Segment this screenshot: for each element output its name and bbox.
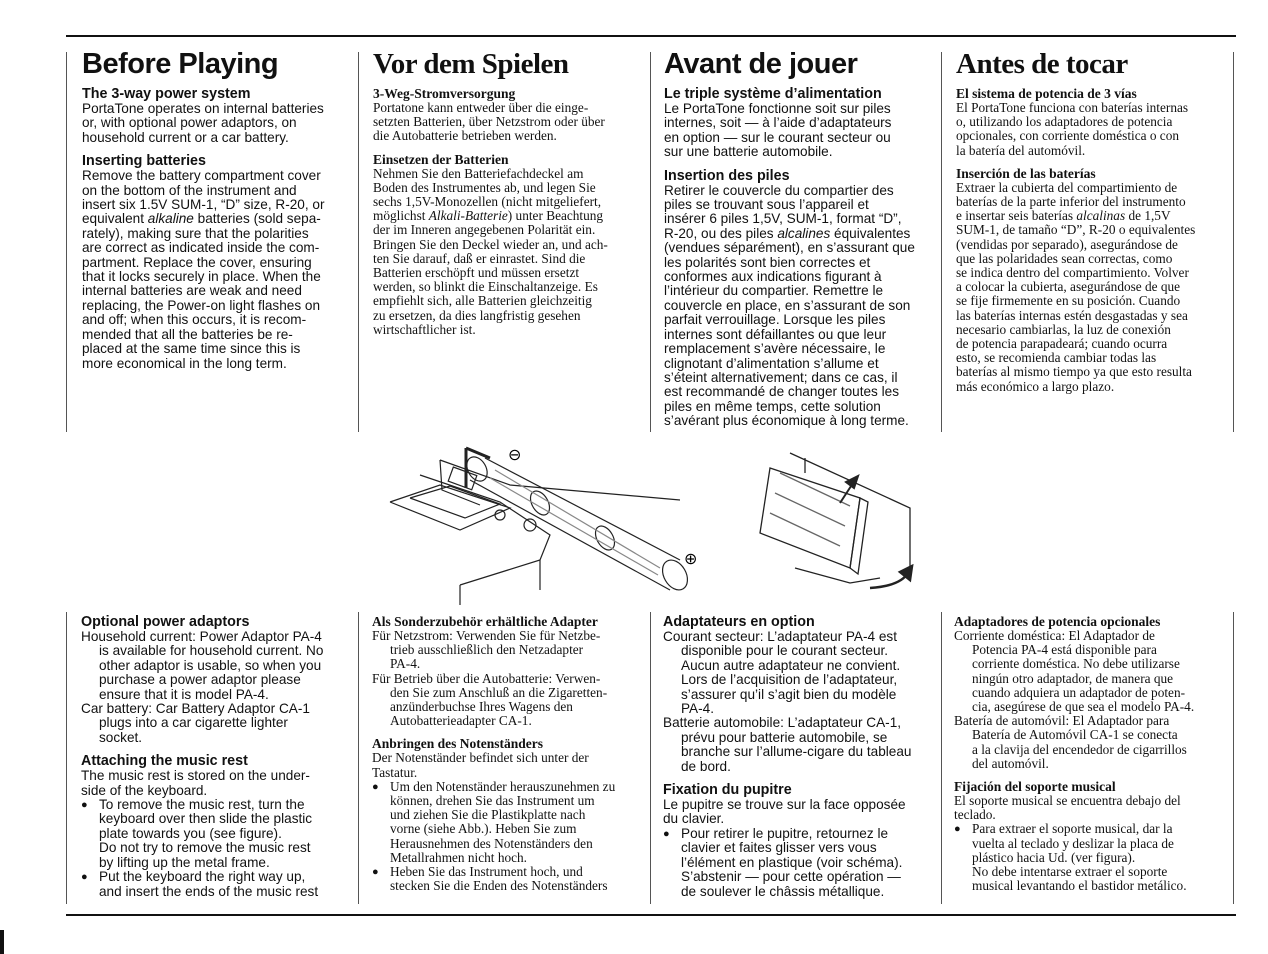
column-divider (358, 52, 359, 432)
list-item: ● Um den Notenständer herauszunehmen zu können, drehen Sie das Instrument um und ziehen Sie die Plastikplatte nach vorne (siehe Abb.). Heben Sie zum Herausnehmen des Notenständers den Metallrahmen nicht hoch. (372, 780, 646, 865)
text-line: PortaTone operates on internal batteries (82, 101, 324, 116)
text-line: are correct as indicated inside the com- (82, 240, 320, 256)
section-heading: Fixation du pupitre (663, 782, 792, 799)
section-heading: Le triple système d’alimentation (664, 86, 882, 102)
text-line: internal batteries are weak and need (82, 283, 302, 299)
text-line: a colocar la cubierta, asegurándose de que (956, 279, 1181, 295)
text-line: that it locks securely in place. When the (82, 269, 321, 285)
text-line: Für Betrieb über die Autobatterie: Verwen- (372, 670, 601, 686)
text-line: a la clavija del encendedor de cigarrillos (972, 741, 1187, 757)
text-line: El PortaTone funciona con baterías internas (956, 100, 1189, 115)
text-line: que las polaridades sean correctas, como (956, 250, 1173, 266)
text-line: is available for household current. No (99, 643, 324, 659)
text-line: se fije firmemente en su posición. Cuando (956, 293, 1181, 309)
battery-insertion-illustration (380, 440, 720, 610)
text-line: en option — sur le courant secteur ou (664, 129, 891, 145)
text-line: branche sur l’allume-cigare du tableau (681, 744, 912, 760)
text-line: (vendues séparément), en s’assurant que (664, 240, 915, 256)
text-line: wirtschaftlicher ist. (373, 321, 476, 337)
column-divider (941, 52, 942, 432)
text-line: setzten Batterien, über Netzstrom oder über (373, 114, 605, 130)
music-rest-illustration (750, 448, 920, 593)
text-line: Tastatur. (372, 764, 418, 780)
text-line: PA-4. (681, 701, 714, 717)
music-rest-plate-drawing (760, 453, 910, 583)
text-line: replacing, the Power-on light flashes on (82, 297, 321, 313)
text-line: cia, asegúrese de que sea el modelo PA-4. (972, 699, 1195, 715)
column-divider (66, 612, 67, 904)
text-line: equivalent alkaline batteries (sold sepa- (82, 211, 321, 227)
text-line: Retirer le couvercle du compartier des (664, 182, 894, 198)
spanish-bottom-column (954, 614, 1230, 910)
text-line: de potencia parapadeará; cuando ocurra (956, 336, 1168, 352)
text-line: prévu pour batterie automobile, se (681, 729, 888, 745)
text-line: and off; when this occurs, it is recom- (82, 312, 307, 328)
german-bottom-column (372, 614, 646, 910)
bottom-rule (66, 914, 1236, 916)
text-line: on the bottom of the instrument and (82, 182, 297, 198)
plus-terminal-symbol: ⊕ (684, 549, 698, 568)
text-line: Der Notenständer befindet sich unter der (372, 750, 589, 766)
arrow-up-right-icon (870, 566, 912, 588)
text-line: esto, se recomienda cambiar todas las (956, 350, 1157, 366)
text-line: Bringen Sie den Deckel wieder an, und ach- (373, 236, 608, 252)
text-line: Corriente doméstica: El Adaptador de (954, 628, 1155, 643)
text-line: les polarités sont bien correctes et (664, 254, 871, 270)
text-line: insérer 6 piles 1,5V, SUM-1, format “D”, (664, 211, 902, 227)
text-line: más económico a largo plazo. (956, 378, 1115, 394)
section-heading: 3-Weg-Stromversorgung (373, 86, 516, 101)
section-heading: Adaptateurs en option (663, 614, 815, 630)
text-line: rately), making sure that the polarities (82, 225, 309, 241)
section-heading: Inserting batteries (82, 153, 206, 170)
text-line: del automóvil. (972, 755, 1049, 771)
text-line: Le pupitre se trouve sur la face opposée (663, 797, 906, 813)
text-line: Für Netzstrom: Verwenden Sie für Netzbe- (372, 628, 601, 643)
text-line: Boden des Instrumentes ab, und legen Sie (373, 179, 596, 195)
text-line: baterías al mismo tiempo ya que esto resulta (956, 364, 1192, 380)
text-line: l’intérieur du compartier. Remettre le (664, 283, 884, 299)
text-line: Courant secteur: L’adaptateur PA-4 est (663, 629, 898, 644)
text-line: plugs into a car cigarette lighter (99, 715, 288, 731)
text-line: SUM-1, de tamaño “D”, R-20 o equivalentes (956, 222, 1196, 238)
list-item: ● Put the keyboard the right way up, and insert the ends of the music rest (81, 870, 353, 899)
text-line: Batterie automobile: L’adaptateur CA-1, (663, 715, 902, 731)
section-heading: Fijación del soporte musical (954, 779, 1116, 795)
page-title-spanish: Antes de tocar (956, 48, 1128, 80)
text-line: teclado. (954, 807, 996, 823)
text-line: disponible pour le courant secteur. (681, 643, 889, 659)
text-line: du clavier. (663, 811, 725, 827)
text-line: purchase a power adaptor please (99, 672, 301, 688)
page-title-french: Avant de jouer (664, 48, 858, 80)
text-line: die Autobatterie betrieben werden. (373, 128, 557, 144)
text-line: werden, so blinkt die Einschaltanzeige. Es (373, 279, 598, 295)
minus-terminal-symbol: ⊖ (508, 445, 522, 464)
text-line: ensure that it is model PA-4. (99, 686, 269, 702)
text-line: couvercle en place, en s’assurant de son (664, 297, 911, 313)
column-divider (650, 52, 651, 432)
section-heading: Einsetzen der Batterien (373, 151, 509, 167)
text-line: Nehmen Sie den Batteriefachdeckel am (373, 165, 584, 181)
text-line: las baterías internas estén desgastadas y sea (956, 307, 1188, 323)
english-top-column (82, 48, 352, 428)
bullet-list (954, 822, 1230, 893)
list-item: ● Heben Sie das Instrument hoch, und stecken Sie die Enden des Notenständers (372, 865, 646, 893)
text-line: de bord. (681, 758, 731, 774)
text-line: Batería de Automóvil CA-1 se conecta (972, 727, 1178, 743)
text-line: Household current: Power Adaptor PA-4 (81, 629, 322, 644)
column-divider (941, 612, 942, 904)
bullet-list (663, 827, 937, 899)
text-line: socket. (99, 729, 143, 745)
text-line: trieb ausschließlich den Netzadapter (390, 642, 584, 658)
text-line: Car battery: Car Battery Adaptor CA-1 (81, 701, 310, 717)
text-line: opcionales, con corriente doméstica o con (956, 128, 1180, 144)
text-line: möglichst Alkali-Batterie) unter Beachtung (373, 208, 604, 224)
text-line: o, utilizando los adaptadores de potencia (956, 114, 1173, 130)
section-heading: Insertion des piles (664, 167, 790, 184)
text-line: Aucun autre adaptateur ne convient. (681, 657, 901, 673)
binding-edge (0, 930, 4, 954)
section-heading: Attaching the music rest (81, 753, 248, 770)
german-top-column (373, 48, 645, 428)
text-line: mended that all the batteries be re- (82, 326, 293, 342)
text-line: s’éteint alternativement; dans ce cas, il (664, 369, 898, 385)
text-line: placed at the same time since this is (82, 341, 301, 357)
section-heading: Adaptadores de potencia opcionales (954, 614, 1161, 629)
column-divider (1233, 612, 1234, 904)
section-heading: Optional power adaptors (81, 614, 250, 630)
column-divider (1233, 52, 1234, 432)
column-divider (650, 612, 651, 904)
section-heading: El sistema de potencia de 3 vías (956, 86, 1137, 101)
top-rule (66, 35, 1236, 37)
arrow-up-icon (840, 476, 858, 503)
text-line: s’avérant plus économique à long terme. (664, 413, 909, 429)
text-line: Batería de automóvil: El Adaptador para (954, 713, 1170, 729)
text-line: El soporte musical se encuentra debajo del (954, 793, 1181, 809)
text-line: remplacement s’avère nécessaire, le (664, 341, 886, 357)
text-line: ningún otro adaptador, de manera que (972, 670, 1174, 686)
text-line: Portatone kann entweder über die einge- (373, 100, 589, 115)
text-line: Autobatterieadapter CA-1. (390, 713, 532, 729)
text-line: (vendidas por separado), asegurándose de (956, 236, 1178, 252)
text-line: parfait verrouillage. Lorsque les piles (664, 312, 886, 328)
text-line: ten Sie darauf, daß er einrastet. Sind die (373, 250, 586, 266)
list-item: ● Para extraer el soporte musical, dar la vuelta al teclado y deslizar la placa de plástico hacia Ud. (ver figura). No debe intentarse extraer el soporte musical levantando el bastidor metálico. (954, 822, 1230, 893)
text-line: Le PortaTone fonctionne soit sur piles (664, 101, 891, 116)
text-line: more economical in the long term. (82, 355, 287, 371)
french-bottom-column (663, 614, 937, 910)
text-line: cuando adquiera un adaptador de poten- (972, 684, 1186, 700)
text-line: se indica dentro del compartimiento. Volver (956, 265, 1189, 281)
text-line: piles se trouvant sous l’appareil et (664, 197, 869, 213)
list-item: ● To remove the music rest, turn the keyboard over then slide the plastic plate towards you (see figure). Do not try to remove the music rest by lifting up the metal frame. (81, 798, 353, 870)
text-line: s’assurer qu’il s’agit bien du modèle (681, 686, 897, 702)
english-bottom-column (81, 614, 353, 910)
bullet-list (372, 780, 646, 894)
text-line: conformes aux indications figurant à (664, 269, 882, 285)
text-line: Extraer la cubierta del compartimiento de (956, 179, 1178, 195)
section-heading: The 3-way power system (82, 86, 251, 102)
text-line: der im Inneren angegebenen Polarität ein. (373, 222, 596, 238)
text-line: est recommandé de changer toutes les (664, 384, 900, 400)
text-line: clignotant d’alimentation s’allume et (664, 355, 879, 371)
text-line: sur une batterie automobile. (664, 144, 833, 160)
text-line: internes sont défaillantes ou que leur (664, 326, 887, 342)
list-item: ● Pour retirer le pupitre, retournez le clavier et faites glisser vers vous l’élément en plastique (voir schéma). S’abstenir — pour cette opération — de soulever le châssis métallique. (663, 827, 937, 899)
text-line: Batterien erschöpft und müssen ersetzt (373, 265, 580, 281)
french-top-column (664, 48, 936, 440)
text-line: or, with optional power adaptors, on (82, 115, 297, 131)
text-line: la batería del automóvil. (956, 142, 1086, 158)
text-line: The music rest is stored on the under- (81, 768, 310, 784)
text-line: Remove the battery compartment cover (82, 168, 321, 184)
text-line: Potencia PA-4 está disponible para (972, 642, 1157, 658)
section-heading: Inserción de las baterías (956, 165, 1096, 181)
text-line: necesario cambiarlas, la luz de conexión (956, 321, 1171, 337)
text-line: zu ersetzen, da dies langfristig gesehen (373, 307, 581, 323)
page-title-german: Vor dem Spielen (373, 48, 569, 80)
text-line: den Sie zum Anschluß an die Zigaretten- (390, 684, 608, 700)
text-line: Lors de l’acquisition de l’adaptateur, (681, 672, 898, 688)
text-line: e insertar seis baterías alcalinas de 1,5V (956, 208, 1171, 224)
text-line: household current or a car battery. (82, 129, 289, 145)
keyboard-underside-drawing (390, 448, 680, 605)
text-line: baterías de la parte inferior del instrumento (956, 194, 1186, 210)
bullet-list (81, 798, 353, 899)
column-divider (66, 52, 67, 432)
section-heading: Als Sonderzubehör erhältliche Adapter (372, 614, 598, 629)
text-line: empfiehlt sich, alle Batterien gleichzeitig (373, 293, 592, 309)
text-line: sechs 1,5V-Monozellen (nicht mitgeliefert, (373, 194, 602, 210)
text-line: internes, soit — à l’aide d’adaptateurs (664, 115, 892, 131)
section-heading: Anbringen des Notenständers (372, 736, 544, 752)
text-line: PA-4. (390, 656, 421, 672)
text-line: partment. Replace the cover, ensuring (82, 254, 312, 270)
text-line: side of the keyboard. (81, 782, 208, 798)
text-line: corriente doméstica. No debe utilizarse (972, 656, 1180, 672)
text-line: other adaptor is usable, so when you (99, 657, 322, 673)
text-line: R-20, ou des piles alcalines équivalentes (664, 225, 911, 241)
spanish-top-column (956, 48, 1230, 428)
text-line: piles en même temps, cette solution (664, 398, 881, 414)
text-line: insert six 1.5V SUM-1, “D” size, R-20, or (82, 197, 325, 213)
column-divider (358, 612, 359, 904)
page-title-english: Before Playing (82, 48, 279, 80)
text-line: anzünderbuchse Ihres Wagens den (390, 699, 573, 715)
